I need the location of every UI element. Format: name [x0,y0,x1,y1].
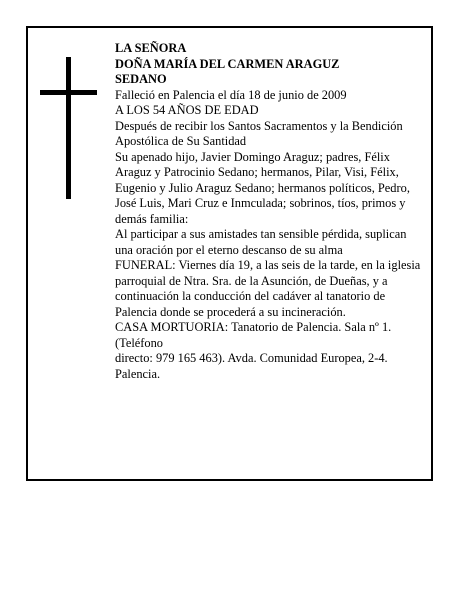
casa-mortuoria-line1: CASA MORTUORIA: Tanatorio de Palencia. Sala nº 1. (Teléfono [115,320,392,350]
cross-horizontal-bar [40,90,97,95]
prayer-request: Al participar a sus amistades tan sensible pérdida, suplican una oración por el eterno descanso de su alma [115,227,407,257]
deceased-name-line2: SEDANO [115,72,167,86]
honorific: LA SEÑORA [115,41,187,55]
sacraments-statement: Después de recibir los Santos Sacramentos y la Bendición Apostólica de Su Santidad [115,118,403,148]
notice-text [115,41,423,382]
deceased-name-line1: DOÑA MARÍA DEL CARMEN ARAGUZ [115,56,340,71]
cross-vertical-bar [66,57,71,199]
obituary-notice [26,26,433,481]
cross-icon [40,57,97,199]
age-statement: A LOS 54 AÑOS DE EDAD [115,103,259,117]
funeral-details: FUNERAL: Viernes día 19, a las seis de la tarde, en la iglesia parroquial de Ntra. Sra. de la Asunción, de Dueñas, y a continuación la conducción del cadáver al tanatorio de Palencia donde se procederá a su incineración. [115,258,421,319]
casa-mortuoria-line2: directo: 979 165 463). Avda. Comunidad Europea, 2-4. Palencia. [115,351,388,381]
family-list: Su apenado hijo, Javier Domingo Araguz; padres, Félix Araguz y Patrocinio Sedano; hermanos, Pilar, Visi, Félix, Eugenio y Julio Araguz Sedano; hermanos políticos, Pedro, José Luis, Mari Cruz e Inmculada; sobrinos, tíos, primos y demás familia: [115,149,410,226]
death-statement: Falleció en Palencia el día 18 de junio de 2009 [115,87,347,102]
